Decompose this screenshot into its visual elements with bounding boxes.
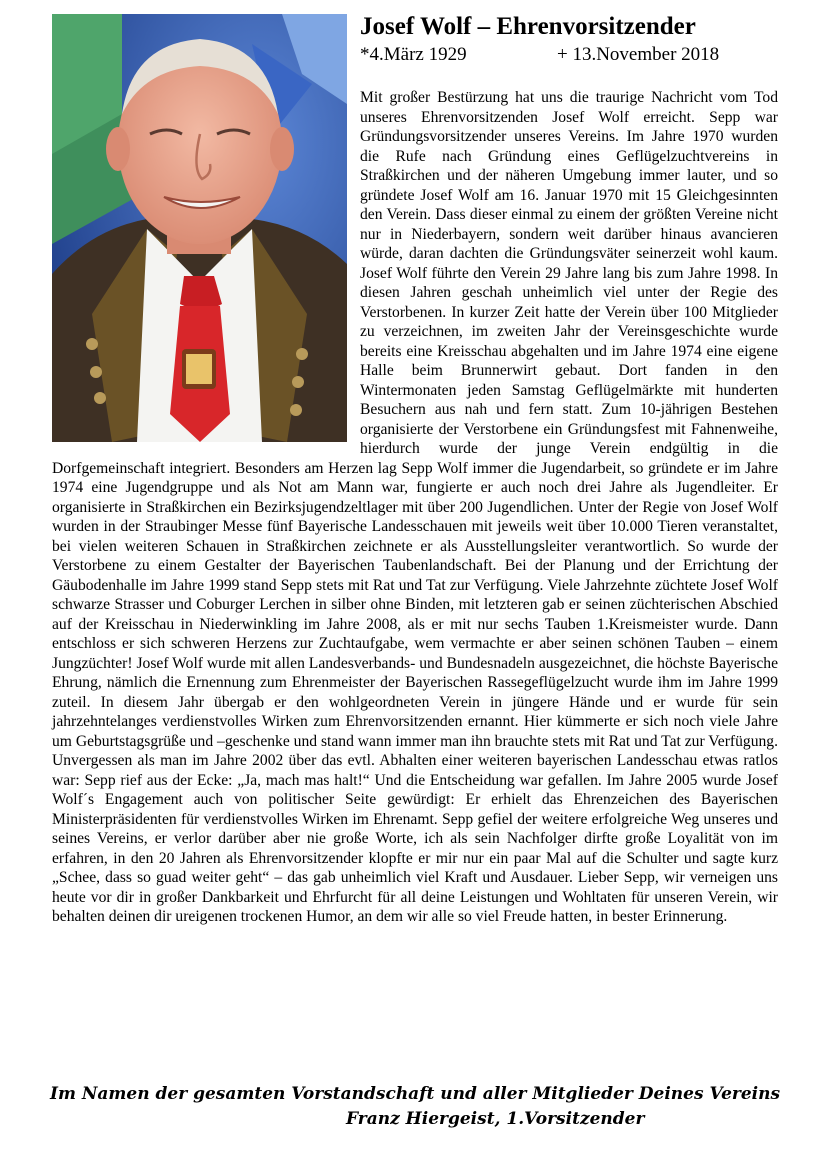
death-date: + 13.November 2018 [557, 44, 720, 65]
signature-name: Franz Hiergeist, 1.Vorsitzender [346, 1109, 645, 1129]
obituary-body [52, 88, 778, 927]
signature-dedication: Im Namen der gesamten Vorstandschaft und aller Mitglieder Deines Vereins [50, 1084, 781, 1104]
life-dates [360, 43, 748, 66]
birth-date: *4.März 1929 [360, 44, 467, 65]
obituary-text: Mit großer Bestürzung hat uns die traurige Nachricht vom Tod unseres Ehrenvorsitzenden Josef Wolf erreicht. Sepp war Gründungsvorsitzender unseres Vereins. Im Jahre 1970 wurden die Rufe nach Gründung eines Geflügelzuchtvereins in Straßkirchen und der näheren Umgebung immer lauter, und so gründete Josef Wolf am 16. Januar 1970 mit 15 Gleichgesinnten den Verein. Dass dieser einmal zu einem der größten Vereine nicht nur in Niederbayern, sondern weit darüber hinaus avancieren würde, daran dachten die Gründungsväter seinerzeit wohl kaum. Josef Wolf führte den Verein 29 Jahre lang bis zum Jahre 1998. In diesen Jahren geschah unheimlich viel unter der Regie des Verstorbenen. In kurzer Zeit hatte der Verein über 100 Mitglieder zu verzeichnen, im zweiten Jahr der Vereinsgeschichte wurde bereits eine Kreisschau abgehalten und im Jahre 1974 eine eigene Halle beim Brunnerwirt gebaut. Dort fanden in den Wintermonaten jeden Samstag Geflügelmärkte mit hunderten Besuchern aus nah und fern statt. Zum 10-jährigen Bestehen organisierte der Verstorbene ein Gründungsfest mit Fahnenweihe, hierdurch wurde der junge Verein endgültig in die Dorfgemeinschaft integriert. Besonders am Herzen lag Sepp Wolf immer die Jugendarbeit, so gründete er im Jahre 1974 eine Jugendgruppe und als Not am Mann war, fungierte er auch noch drei Jahre als Jugendleiter. Er organisierte in Straßkirchen ein Bezirksjugendzeltlager mit über 200 Jugendlichen. Unter der Regie von Josef Wolf wurden in der Straubinger Messe fünf Bayerische Landesschauen mit jeweils weit über 10.000 Tieren veranstaltet, bei vielen weiteren Schauen in Straßkirchen zeichnete er als Ausstellungsleiter verantwortlich. So wurde der Verstorbene zu einem Gestalter der Bayerischen Taubenlandschaft. Bei der Planung und der Errichtung der Gäubodenhalle im Jahre 1999 stand Sepp stets mit Rat und Tat zur Verfügung. Viele Jahrzehnte züchtete Josef Wolf schwarze Strasser und Coburger Lerchen in silber ohne Binden, mit letzteren gab er seinen züchterischen Abschied auf der Kreisschau in Niederwinkling im Jahre 2008, als er mit nur sechs Tauben 1.Kreismeister wurde. Dann entschloss er sich schweren Herzens zur Zuchtaufgabe, wem vermachte er aber seinen schönen Tauben – einem Jungzüchter! Josef Wolf wurde mit allen Landesverbands- und Bundesnadeln ausgezeichnet, die höchste Bayerische Ehrung, nämlich die Ernennung zum Ehrenmeister der Bayerischen Rassegeflügelzucht wurde ihm im Jahre 1999 zuteil. In diesem Jahr übergab er den wohlgeordneten Verein in jüngere Hände und er wurde für sein jahrzehntelanges verdienstvolles Wirken zum Ehrenvorsitzenden ernannt. Hier kümmerte er sich noch viele Jahre um Geburtstagsgrüße und –geschenke und stand wann immer man ihn brauchte stets mit Rat und Tat zur Verfügung. Unvergessen als man im Jahre 2002 über das evtl. Abhalten einer weiteren bayerischen Landesschau etwas ratlos war: Sepp rief aus der Ecke: „Ja, mach mas halt!“ Und die Entscheidung war gefallen. Im Jahre 2005 wurde Josef Wolf´s Engagement auch von politischer Seite gewürdigt: Er erhielt das Ehrenzeichen des Bayerischen Ministerpräsidenten für verdienstvolles Wirken im Ehrenamt. Sepp gefiel der weitere erfolgreiche Weg unseres und seines Vereins, er verlor darüber aber nie große Worte, ich als sein Nachfolger dirfte große Loyalität von im erfahren, in den 20 Jahren als Ehrenvorsitzender klopfte er mir nur ein paar Mal auf die Schulter und sagte kurz „Schee, dass so guad weiter geht“ – das gab unheimlich viel Kraft und Ausdauer. Lieber Sepp, wir verneigen uns heute vor dir in großer Dankbarkeit und Ehrfurcht für all deine Leistungen und Wohltaten für unseren Verein, wir behalten deinen dir ureigenen trockenen Humor, an dem wir alle so viel Freude hatten, in bester Erinnerung. [52, 89, 778, 925]
photo-wrap-spacer [52, 88, 360, 456]
page-title: Josef Wolf – Ehrenvorsitzender [360, 13, 696, 40]
